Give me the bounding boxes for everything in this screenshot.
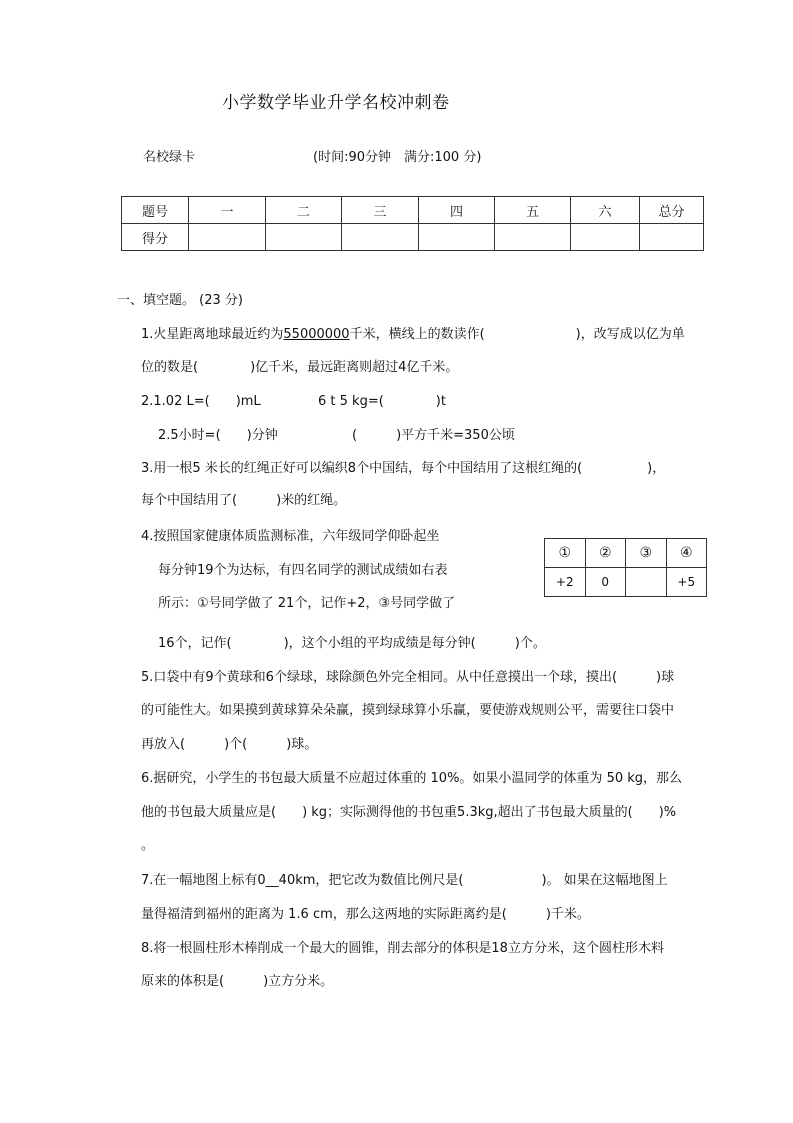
score-table [121,196,704,251]
q7-line-2: 量得福清到福州的距离为 1.6 cm，那么这两地的实际距离约是( )千米。 [141,907,590,922]
q6-line-1: 6.据研究，小学生的书包最大质量不应超过体重的 10%。如果小温同学的体重为 50 kg，那么 [141,771,683,786]
q8-line-2: 原来的体积是( )立方分米。 [141,974,334,989]
q2-item-d: ( )平方千米=350公顷 [352,428,515,443]
situp-header-row [545,539,707,568]
score-table-header-cell: 三 [342,197,419,224]
score-table-header-cell: 二 [266,197,342,224]
q6-line-3: 。 [141,838,155,853]
q1-line-1 [141,323,685,342]
exam-info: (时间:90分钟 满分:100 分) [313,150,482,165]
score-cell[interactable] [342,224,419,251]
q3-line-2: 每个中国结用了( )米的红绳。 [141,493,347,508]
score-cell[interactable] [640,224,704,251]
q4-line-4: 16个，记作( )，这个小组的平均成绩是每分钟( )个。 [158,636,546,651]
q1-text-cont: 千米，横线上的数读作( )，改写成以亿为单 [349,327,685,342]
q2-item-a: 2.1.02 L=( )mL [141,394,261,409]
score-cell[interactable] [419,224,495,251]
score-table-header-cell: 题号 [122,197,189,224]
score-table-header-cell: 四 [419,197,495,224]
score-row-label: 得分 [122,224,189,251]
card-label: 名校绿卡 [143,150,196,165]
score-table-header-cell: 总分 [640,197,704,224]
score-table-score-row [122,224,704,251]
score-table-header-cell: 一 [189,197,266,224]
page-title: 小学数学毕业升学名校冲刺卷 [222,93,450,113]
situp-value-cell: 0 [585,568,626,597]
score-cell[interactable] [266,224,342,251]
situp-header-cell: ① [545,539,586,568]
q6-line-2: 他的书包最大质量应是( ) kg；实际测得他的书包重5.3kg,超出了书包最大质量的( )% [141,805,677,820]
situp-value-cell[interactable] [626,568,667,597]
q3-line-1: 3.用一根5 米长的红绳正好可以编织8个中国结，每个中国结用了这根红绳的( )， [141,461,666,476]
q7-line-1: 7.在一幅地图上标有0__40km，把它改为数值比例尺是( )。 如果在这幅地图上 [141,873,668,888]
situp-value-row [545,568,707,597]
q2-item-c: 2.5小时=( )分钟 [158,428,278,443]
situp-header-cell: ④ [666,539,707,568]
q8-line-1: 8.将一根圆柱形木棒削成一个最大的圆锥，削去部分的体积是18立方分米，这个圆柱形木料 [141,941,664,956]
score-table-header-cell: 六 [571,197,640,224]
q4-line-3: 所示：①号同学做了 21个，记作+2，③号同学做了 [158,596,456,611]
q5-line-2: 的可能性大。如果摸到黄球算朵朵赢，摸到绿球算小乐赢，要使游戏规则公平，需要往口袋中 [141,703,675,718]
q4-line-1: 4.按照国家健康体质监测标准，六年级同学仰卧起坐 [141,529,440,544]
q1-line-2: 位的数是( )亿千米，最远距离则超过4亿千米。 [141,360,459,375]
q2-item-b: 6 t 5 kg=( )t [318,394,446,409]
situp-value-cell: +2 [545,568,586,597]
section-heading-fill-in: 一、填空题。 (23 分) [117,293,243,308]
score-cell[interactable] [189,224,266,251]
q1-number: 55000000 [283,327,350,342]
q5-line-1: 5.口袋中有9个黄球和6个绿球，球除颜色外完全相同。从中任意摸出一个球，摸出( )球 [141,670,675,685]
score-table-header-cell: 五 [495,197,571,224]
situp-value-cell: +5 [666,568,707,597]
q4-line-2: 每分钟19个为达标，有四名同学的测试成绩如右表 [158,563,448,578]
score-cell[interactable] [495,224,571,251]
score-cell[interactable] [571,224,640,251]
q5-line-3: 再放入( )个( )球。 [141,737,318,752]
situp-header-cell: ② [585,539,626,568]
situp-score-table [544,538,707,597]
score-table-header-row [122,197,704,224]
situp-header-cell: ③ [626,539,667,568]
q1-text: 1.火星距离地球最近约为 [141,327,284,342]
